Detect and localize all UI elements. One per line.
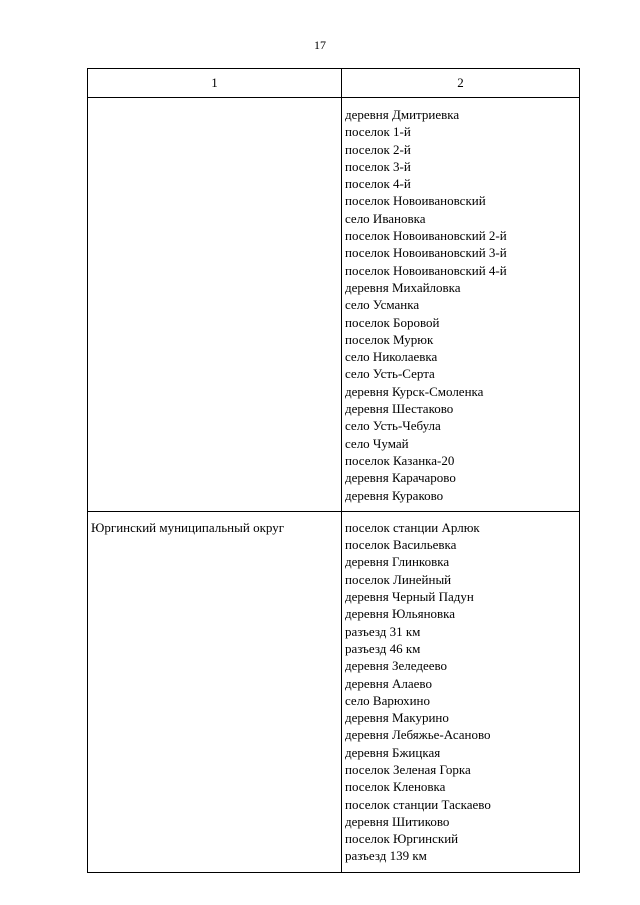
list-item: деревня Кураково	[345, 487, 444, 503]
list-item: поселок Кленовка	[345, 779, 446, 795]
list-item: село Ивановка	[345, 210, 426, 226]
table-row	[88, 98, 580, 512]
list-item: разъезд 46 км	[345, 640, 421, 656]
list-item: поселок Новоивановский 2-й	[345, 228, 507, 244]
column-header-1: 1	[88, 69, 342, 98]
list-item: деревня Курск-Смоленка	[345, 383, 484, 399]
list-item: село Усть-Чебула	[345, 418, 441, 434]
column-header-2: 2	[342, 69, 580, 98]
district-cell	[88, 511, 342, 872]
list-item: деревня Бжицкая	[345, 744, 441, 760]
table-row	[88, 511, 580, 872]
places-cell	[342, 98, 580, 512]
list-item: поселок станции Арлюк	[345, 519, 480, 535]
list-item: поселок 2-й	[345, 141, 411, 157]
places-list	[342, 98, 579, 511]
list-item: поселок Мурюк	[345, 331, 434, 347]
list-item: село Усманка	[345, 297, 420, 313]
page-number: 17	[314, 38, 326, 52]
list-item: поселок станции Таскаево	[345, 796, 491, 812]
list-item: поселок Васильевка	[345, 537, 457, 553]
list-item: деревня Шестаково	[345, 401, 454, 417]
list-item: поселок Казанка-20	[345, 452, 455, 468]
list-item: поселок Новоивановский	[345, 193, 486, 209]
list-item: село Николаевка	[345, 349, 438, 365]
district-cell	[88, 98, 342, 512]
list-item: деревня Черный Падун	[345, 589, 474, 605]
list-item: село Чумай	[345, 435, 409, 451]
list-item: поселок Новоивановский 3-й	[345, 245, 507, 261]
list-item: поселок 3-й	[345, 158, 411, 174]
list-item: село Усть-Серта	[345, 366, 435, 382]
list-item: деревня Зеледеево	[345, 658, 448, 674]
list-item: поселок Юргинский	[345, 831, 459, 847]
list-item: разъезд 139 км	[345, 848, 427, 864]
list-item: деревня Макурино	[345, 710, 449, 726]
list-item: поселок Линейный	[345, 571, 452, 587]
list-item: деревня Лебяжье-Асаново	[345, 727, 491, 743]
places-cell	[342, 511, 580, 872]
district-name	[88, 98, 341, 105]
list-item: деревня Шитиково	[345, 813, 450, 829]
list-item: поселок Зеленая Горка	[345, 761, 471, 777]
list-item: поселок Боровой	[345, 314, 440, 330]
list-item: деревня Дмитриевка	[345, 107, 460, 122]
list-item: поселок Новоивановский 4-й	[345, 262, 507, 278]
list-item: деревня Карачарово	[345, 470, 456, 486]
settlements-table	[87, 68, 580, 873]
list-item: поселок 1-й	[345, 124, 411, 140]
list-item: деревня Глинковка	[345, 554, 450, 570]
places-list	[342, 512, 579, 872]
list-item: деревня Алаево	[345, 675, 432, 691]
list-item: деревня Юльяновка	[345, 606, 456, 622]
list-item: село Варюхино	[345, 692, 430, 708]
list-item: поселок 4-й	[345, 176, 411, 192]
table-header-row	[88, 69, 580, 98]
list-item: разъезд 31 км	[345, 623, 421, 639]
district-name: Юргинский муниципальный округ	[91, 519, 285, 535]
list-item: деревня Михайловка	[345, 279, 461, 295]
